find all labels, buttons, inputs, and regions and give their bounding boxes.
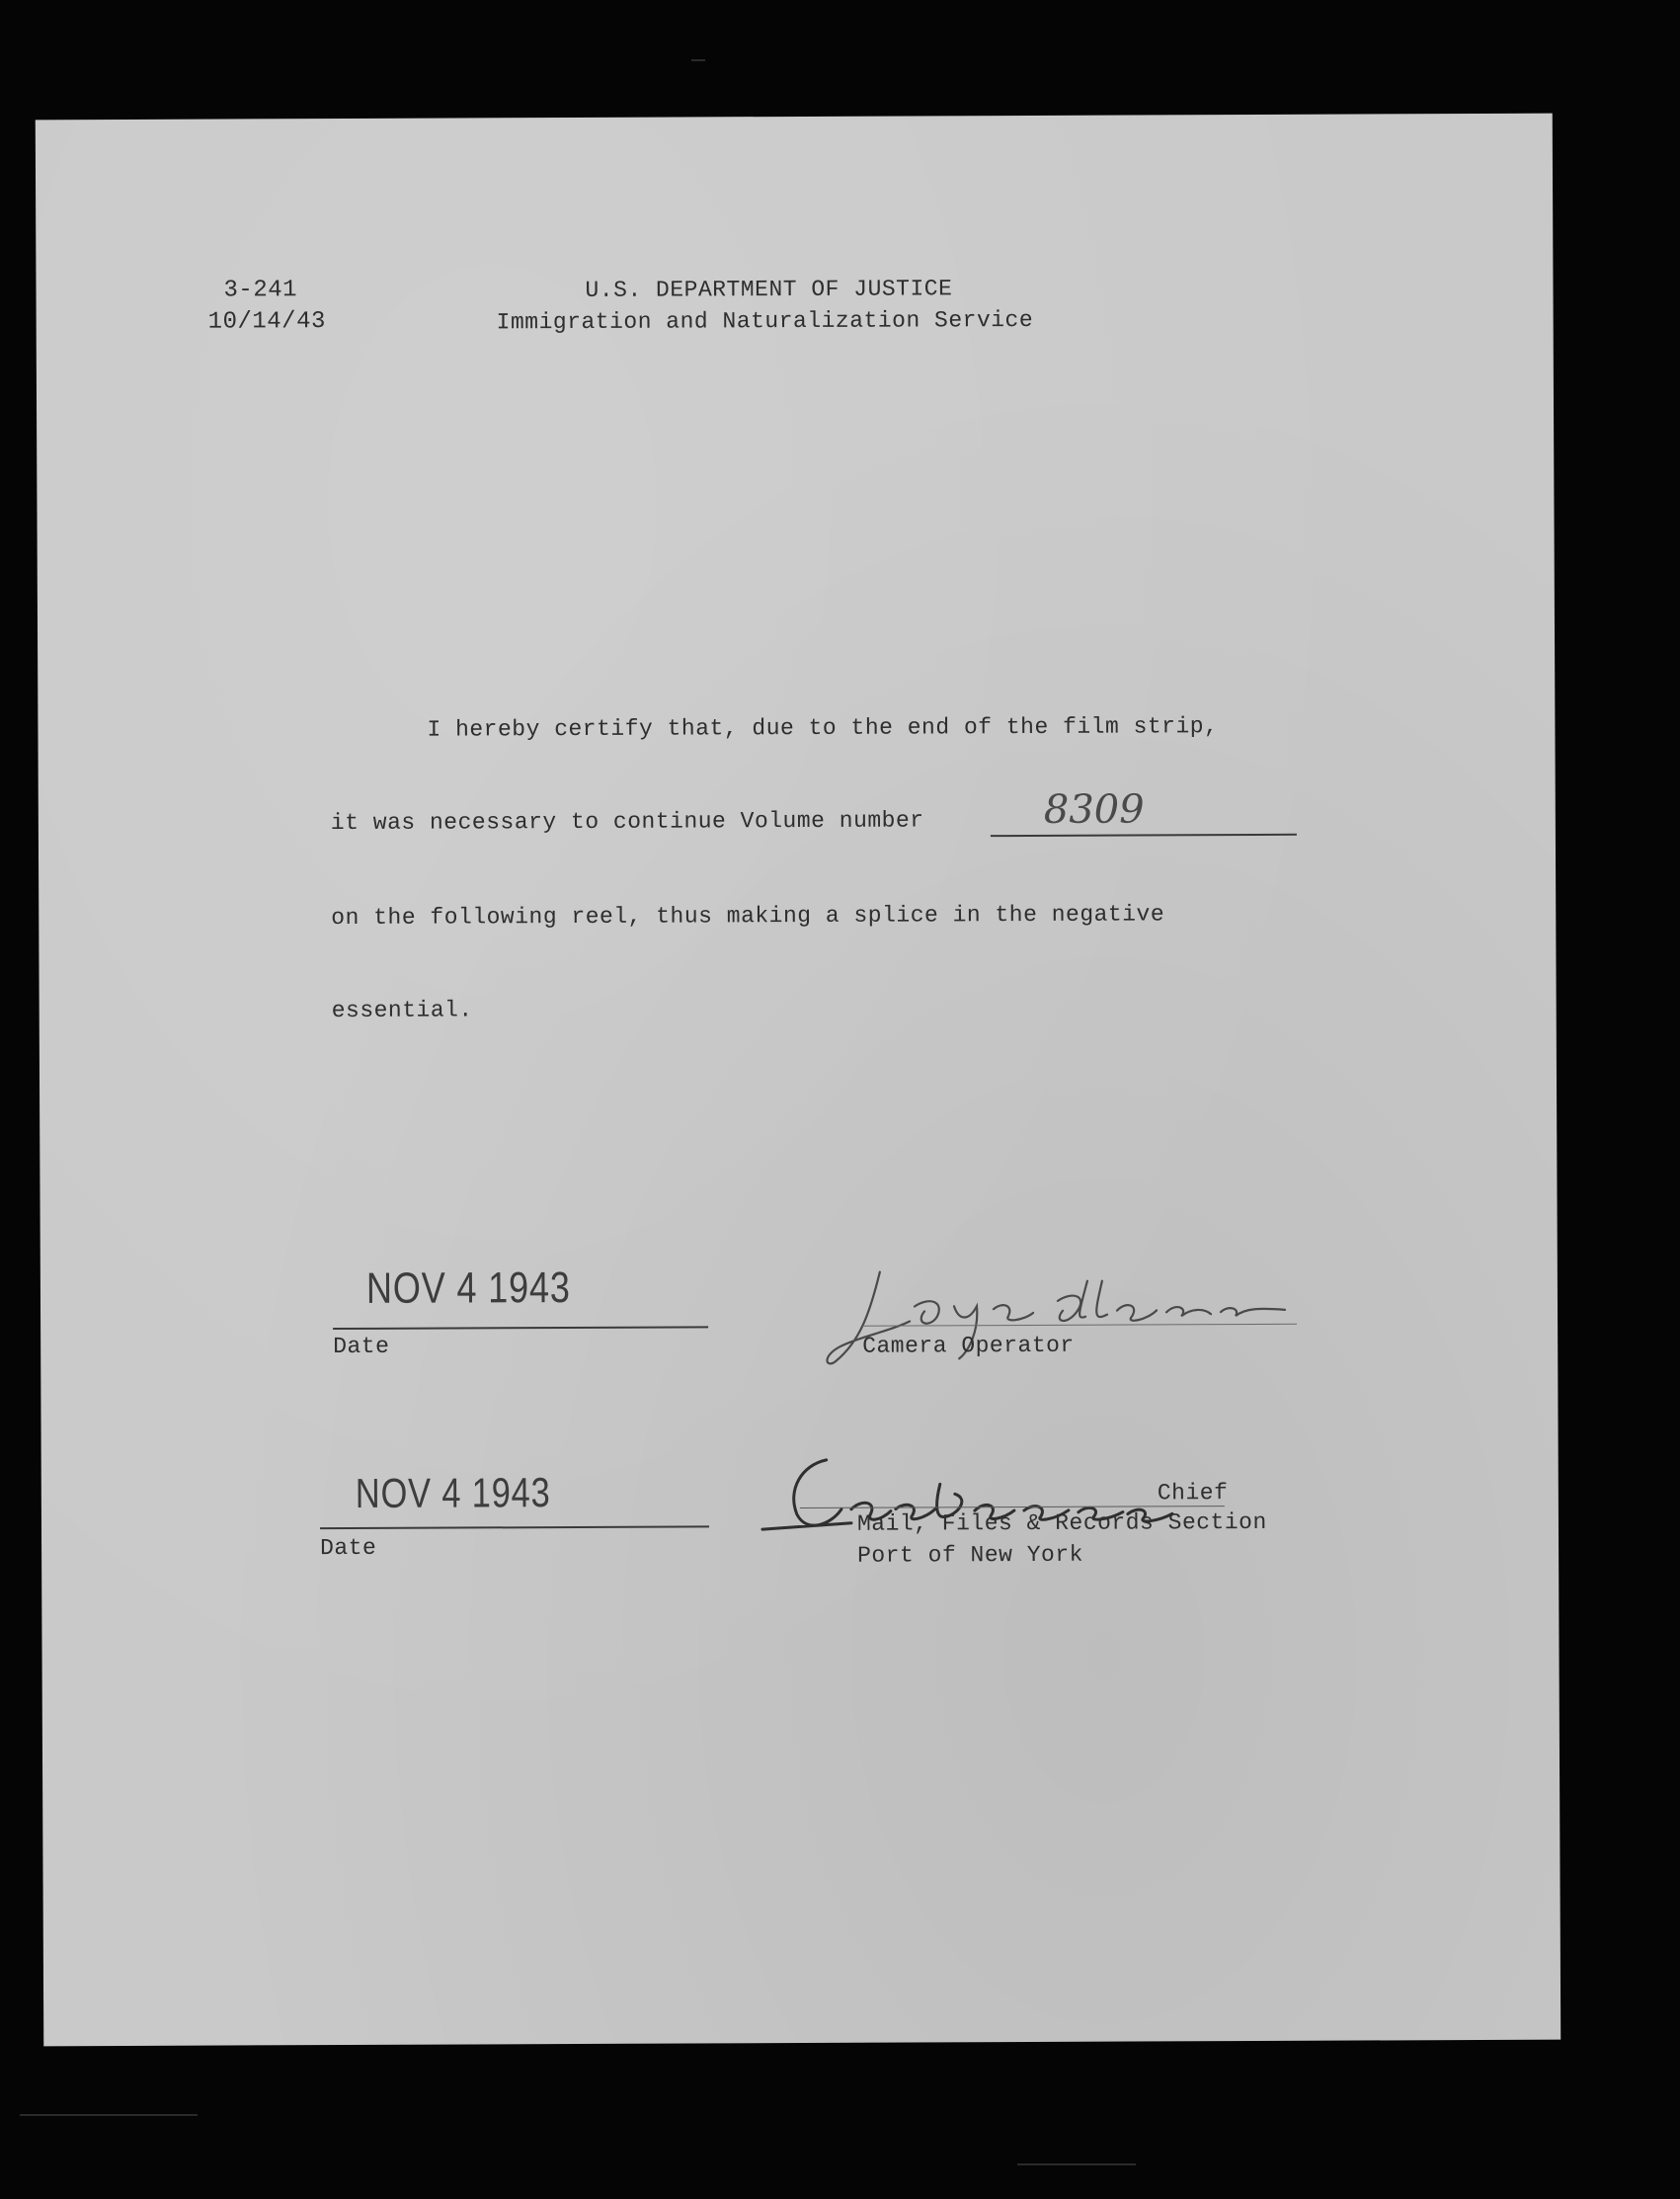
camera-operator-label: Camera Operator <box>862 1332 1075 1359</box>
service-heading: Immigration and Naturalization Service <box>496 306 1034 336</box>
first-date-label: Date <box>333 1333 390 1360</box>
second-date-label: Date <box>320 1534 377 1562</box>
certification-line-1: I hereby certify that, due to the end of the film strip, <box>427 713 1219 743</box>
volume-number-rule <box>991 834 1297 837</box>
film-scratch <box>1017 2163 1136 2165</box>
form-date: 10/14/43 <box>207 308 326 336</box>
form-number: 3-241 <box>223 277 298 304</box>
certification-line-3: on the following reel, thus making a splice in the negative <box>331 901 1165 932</box>
first-date-rule <box>333 1326 708 1330</box>
document-page <box>36 114 1560 2047</box>
first-date-stamp: NOV 4 1943 <box>365 1263 571 1313</box>
port-name: Port of New York <box>857 1541 1084 1569</box>
film-scratch <box>691 59 705 61</box>
second-date-stamp: NOV 4 1943 <box>355 1469 551 1516</box>
second-date-rule <box>320 1525 709 1529</box>
department-heading: U.S. DEPARTMENT OF JUSTICE <box>585 276 953 303</box>
certification-line-2: it was necessary to continue Volume number <box>330 807 924 837</box>
certification-line-4: essential. <box>331 997 473 1024</box>
section-name: Mail, Files & Records Section <box>856 1508 1267 1537</box>
volume-number: 8309 <box>1043 786 1145 833</box>
film-scratch <box>20 2114 198 2116</box>
chief-label: Chief <box>1157 1480 1229 1507</box>
